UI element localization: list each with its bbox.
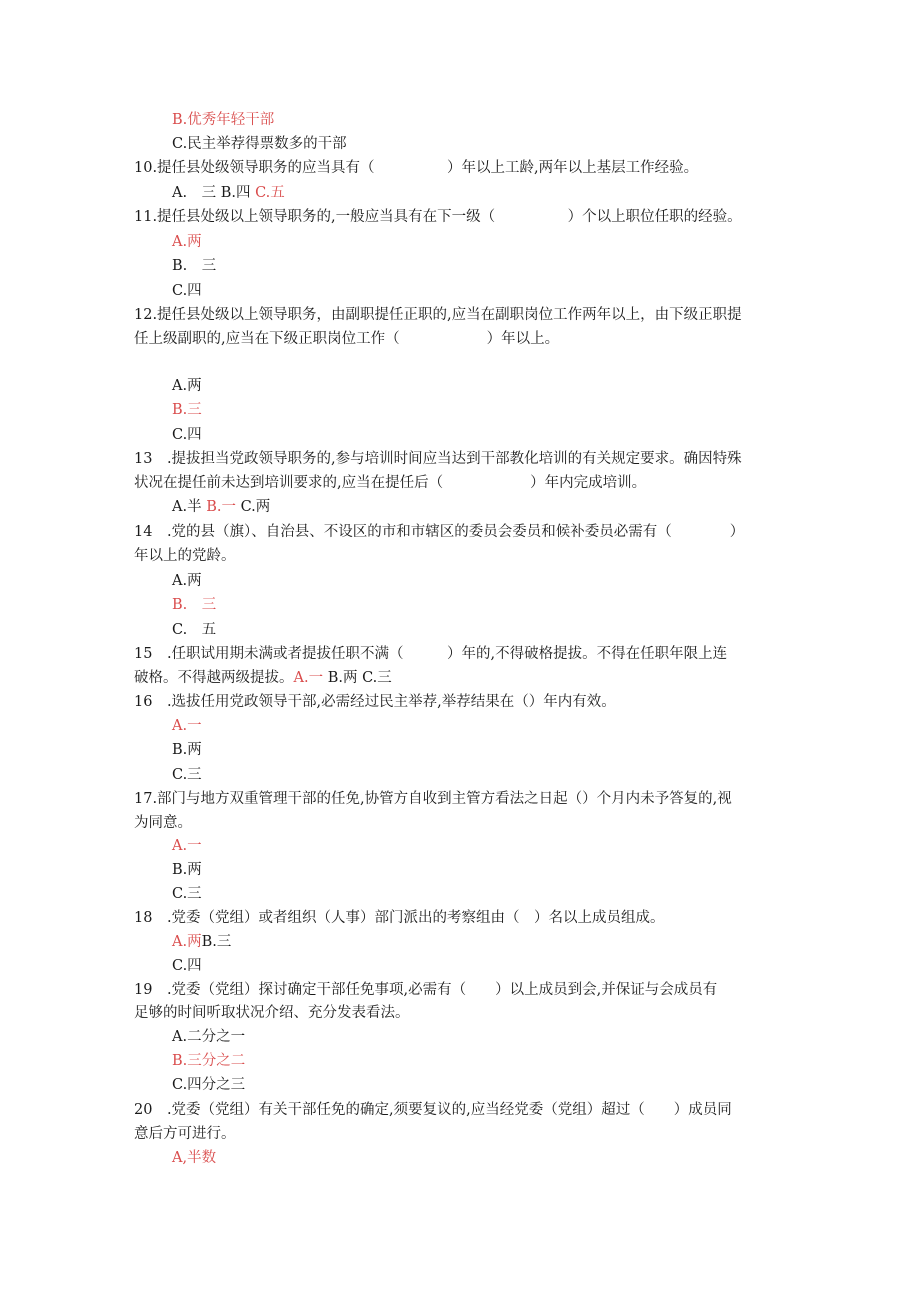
q18-option-a: A.两 bbox=[172, 934, 202, 950]
q12-line2: 任上级副职的,应当在下级正职岗位工作（ ）年以上。 bbox=[134, 331, 560, 347]
q15-options-bc: B.两 C.三 bbox=[323, 670, 392, 686]
q16-option-c: C.三 bbox=[172, 767, 202, 783]
q13-option-c: C.两 bbox=[240, 499, 271, 515]
q11-text: 11.提任县处级以上领导职务的,一般应当具有在下一级（ ）个以上职位任职的经验。 bbox=[134, 209, 742, 225]
q11-option-a: A.两 bbox=[172, 234, 202, 250]
q12-line1: 12.提任县处级以上领导职务，由副职提任正职的,应当在副职岗位工作两年以上，由下级正职提 bbox=[134, 307, 742, 323]
q12-option-c: C.四 bbox=[172, 427, 202, 443]
q14-option-c: C. 五 bbox=[172, 622, 217, 638]
q19-option-a: A.二分之一 bbox=[172, 1029, 246, 1045]
q19-option-b: B.三分之二 bbox=[172, 1053, 246, 1069]
q17-option-b: B.两 bbox=[172, 862, 202, 878]
q16-text: 16 .选拔任用党政领导干部,必需经过民主举荐,举荐结果在（）年内有效。 bbox=[134, 694, 616, 710]
q17-line2: 为同意。 bbox=[134, 815, 192, 831]
q13-option-a: A.半 bbox=[172, 499, 207, 515]
q17-line1: 17.部门与地方双重管理干部的任免,协管方自收到主管方看法之日起（）个月内未予答复的,视 bbox=[134, 791, 732, 807]
q14-option-b bbox=[172, 595, 216, 615]
q19-line1: 19 .党委（党组）探讨确定干部任免事项,必需有（ ）以上成员到会,并保证与会成员有 bbox=[134, 982, 718, 998]
q9-option-b: B.优秀年轻干部 bbox=[172, 112, 275, 128]
q15-line2 bbox=[134, 668, 392, 688]
q20-line1: 20 .党委（党组）有关干部任免的确定,须要复议的,应当经党委（党组）超过（ ）成员同 bbox=[134, 1102, 732, 1118]
q14-option-b-text: B. 三 bbox=[172, 597, 217, 613]
q17-option-a: A.一 bbox=[172, 838, 202, 854]
q10-text: 10.提任县处级领导职务的应当具有（ ）年以上工龄,两年以上基层工作经验。 bbox=[134, 160, 699, 176]
q18-option-c: C.四 bbox=[172, 958, 202, 974]
q16-option-b: B.两 bbox=[172, 742, 202, 758]
q12-option-b: B.三 bbox=[172, 402, 202, 418]
q19-line2: 足够的时间听取状况介绍、充分发表看法。 bbox=[134, 1005, 410, 1021]
q19-option-c: C.四分之三 bbox=[172, 1077, 246, 1093]
q14-line2: 年以上的党龄。 bbox=[134, 548, 236, 564]
q11-option-c: C.四 bbox=[172, 283, 202, 299]
q13-line1: 13 .提拔担当党政领导职务的,参与培训时间应当达到干部教化培训的有关规定要求。确因特殊 bbox=[134, 451, 742, 467]
q20-line2: 意后方可进行。 bbox=[134, 1126, 236, 1142]
q17-option-c: C.三 bbox=[172, 886, 202, 902]
q15-option-a: A.一 bbox=[293, 670, 324, 686]
q14-line1: 14 .党的县（旗）、自治县、不设区的市和市辖区的委员会委员和候补委员必需有（ ） bbox=[134, 524, 745, 540]
q13-line2: 状况在提任前未达到培训要求的,应当在提任后（ ）年内完成培训。 bbox=[134, 475, 647, 491]
q9-option-c: C.民主举荐得票数多的干部 bbox=[172, 136, 347, 152]
q13-options bbox=[172, 497, 270, 517]
q15-line1: 15 .任职试用期未满或者提拔任职不满（ ）年的,不得破格提拔。不得在任职年限上连 bbox=[134, 646, 728, 662]
q20-option-a: A,半数 bbox=[172, 1150, 217, 1166]
q18-option-b: B.三 bbox=[201, 934, 232, 950]
q10-options bbox=[172, 183, 285, 203]
q10-option-c: C.五 bbox=[255, 185, 285, 201]
q16-option-a: A.一 bbox=[172, 718, 202, 734]
q10-options-ab: A. 三 B.四 bbox=[172, 185, 256, 201]
q14-option-a: A.两 bbox=[172, 573, 202, 589]
q12-option-a: A.两 bbox=[172, 378, 202, 394]
q11-option-b: B. 三 bbox=[172, 258, 217, 274]
q15-line2-text: 破格。不得越两级提拔。 bbox=[134, 670, 294, 686]
q18-options bbox=[172, 932, 231, 952]
q13-option-b: B.一 bbox=[206, 499, 241, 515]
q18-text: 18 .党委（党组）或者组织（人事）部门派出的考察组由（ ）名以上成员组成。 bbox=[134, 910, 665, 926]
